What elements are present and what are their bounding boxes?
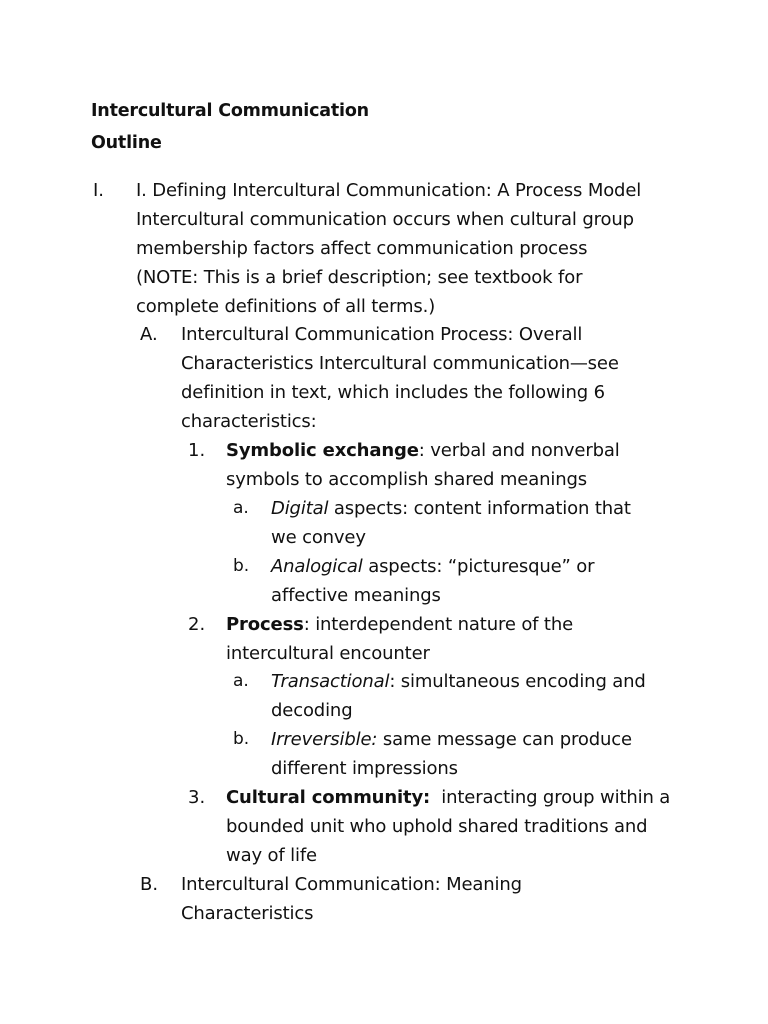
item-2a-term: Transactional	[271, 671, 390, 692]
item-1b-marker: b.	[233, 556, 250, 576]
item-1-term: Symbolic exchange	[226, 440, 419, 461]
item-2-text	[226, 610, 573, 668]
section-a-line: Characteristics Intercultural communication—see	[181, 353, 619, 374]
item-2b-desc: same message can produce	[377, 729, 632, 750]
item-3-line: bounded unit who uphold shared traditions and	[226, 816, 648, 837]
item-2b-marker: b.	[233, 729, 250, 749]
section-i-text	[136, 176, 641, 321]
item-3-term: Cultural community:	[226, 787, 431, 808]
section-i-line: complete definitions of all terms.)	[136, 296, 436, 317]
item-2-line: intercultural encounter	[226, 643, 430, 664]
item-2-marker: 2.	[188, 614, 206, 635]
section-a-marker: A.	[140, 324, 158, 345]
item-1-desc: : verbal and nonverbal	[418, 440, 620, 461]
section-a-line: definition in text, which includes the following 6	[181, 382, 605, 403]
item-2b-term: Irreversible:	[271, 729, 378, 750]
section-a-line: characteristics:	[181, 411, 317, 432]
item-3-marker: 3.	[188, 787, 206, 808]
section-b-text	[181, 870, 522, 928]
item-1-line: symbols to accomplish shared meanings	[226, 469, 587, 490]
item-1a-text	[271, 494, 631, 552]
section-a-text	[181, 320, 619, 436]
item-1a-desc: aspects: content information that	[328, 498, 631, 519]
section-i-line: (NOTE: This is a brief description; see textbook for	[136, 267, 583, 288]
item-2-term: Process	[226, 614, 304, 635]
item-1b-text	[271, 552, 594, 610]
item-2a-text	[271, 667, 646, 725]
item-1-text	[226, 436, 620, 494]
section-i-line: Intercultural communication occurs when cultural group	[136, 209, 634, 230]
item-3-desc: interacting group within a	[430, 787, 671, 808]
item-2-desc: : interdependent nature of the	[303, 614, 574, 635]
section-a-line: Intercultural Communication Process: Overall	[181, 324, 583, 345]
section-i-marker: I.	[93, 180, 105, 201]
item-1a-marker: a.	[233, 498, 249, 518]
section-b-line: Intercultural Communication: Meaning	[181, 874, 522, 895]
document-subtitle: Outline	[91, 133, 162, 153]
document-title: Intercultural Communication	[91, 101, 369, 121]
section-b-marker: B.	[140, 874, 159, 895]
section-b-line: Characteristics	[181, 903, 314, 924]
item-1a-line: we convey	[271, 527, 366, 548]
item-1a-term: Digital	[271, 498, 329, 519]
item-2b-line: different impressions	[271, 758, 458, 779]
item-1b-line: affective meanings	[271, 585, 441, 606]
item-2a-line: decoding	[271, 700, 353, 721]
item-1-marker: 1.	[188, 440, 206, 461]
item-3-text	[226, 783, 670, 870]
item-1b-term: Analogical	[271, 556, 363, 577]
item-2a-marker: a.	[233, 671, 249, 691]
item-2b-text	[271, 725, 632, 783]
item-3-line: way of life	[226, 845, 317, 866]
item-1b-desc: aspects: “picturesque” or	[362, 556, 595, 577]
section-i-line: I. Defining Intercultural Communication: A Process Model	[136, 180, 642, 201]
item-2a-desc: : simultaneous encoding and	[389, 671, 646, 692]
section-i-line: membership factors affect communication process	[136, 238, 588, 259]
